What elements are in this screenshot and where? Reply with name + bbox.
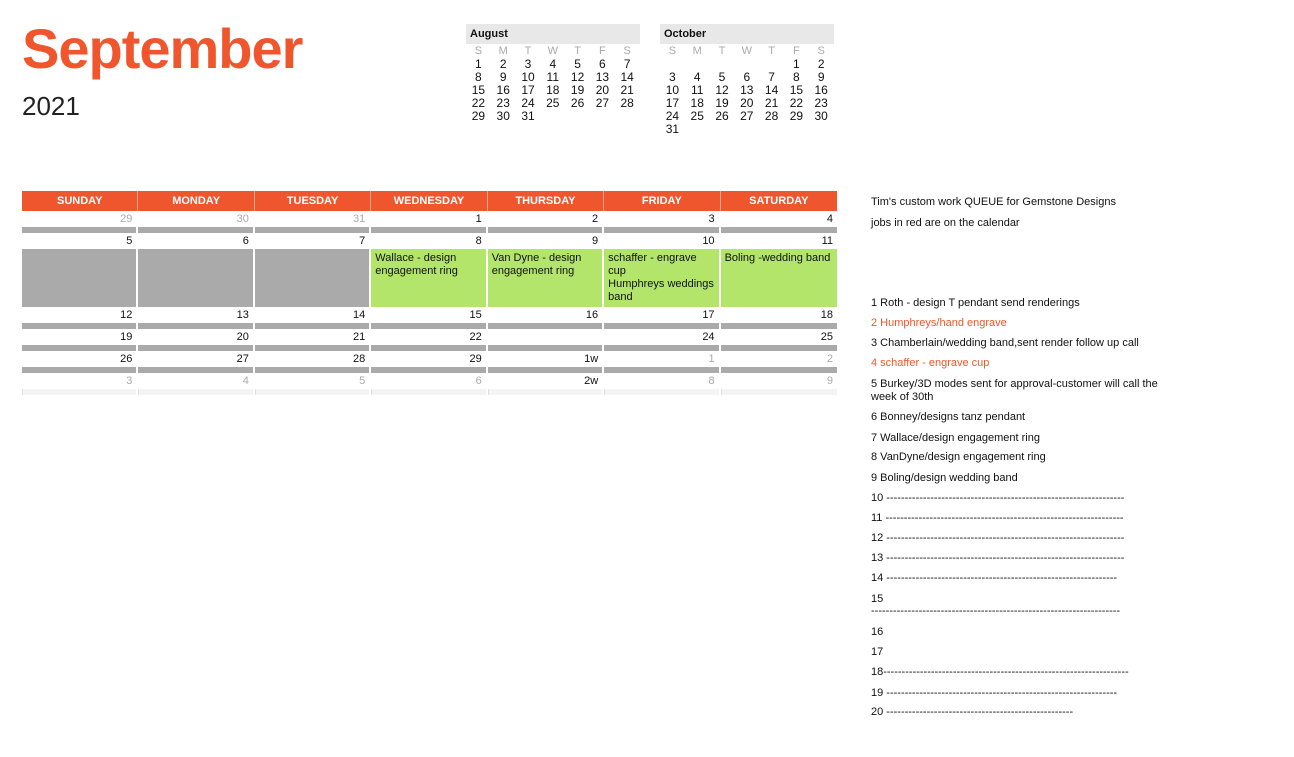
mini-calendar-day[interactable]: 23 [496,96,510,110]
calendar-day-cell[interactable] [22,233,138,307]
queue-item: 18------------------------------------------------------------------- [871,666,1129,678]
day-body[interactable] [255,249,369,307]
day-number: 4 [721,211,837,227]
mini-calendar-day[interactable]: 29 [471,109,486,123]
mini-calendar-day[interactable]: 7 [768,70,775,84]
queue-item: 19 --------------------------------------------------------------- [871,687,1118,699]
weekday-letter: T [718,45,726,57]
calendar-day-cell[interactable] [22,211,138,233]
day-body[interactable] [22,389,136,395]
mini-calendar-day[interactable]: 18 [546,83,560,97]
mini-calendar-day[interactable]: 4 [549,57,557,71]
weekday-label: WEDNESDAY [371,191,487,211]
mini-calendar-day[interactable] [710,123,735,136]
mini-calendar-week [660,123,834,136]
mini-calendar-day[interactable]: 6 [743,70,751,84]
calendar-grid [22,211,837,395]
queue-item: 2 Humphreys/hand engrave [871,317,1007,329]
calendar-day-cell[interactable] [488,307,604,329]
weekday-letter: T [768,45,775,57]
day-number: 16 [488,307,602,323]
mini-calendar-day[interactable]: 28 [620,96,634,110]
queue-item: week of 30th [871,391,934,403]
weekday-label: TUESDAY [255,191,371,211]
mini-calendar-day[interactable] [615,110,640,123]
calendar-day-cell[interactable] [255,351,371,373]
weekday-letter: W [547,45,558,57]
day-number: 3 [22,373,136,389]
calendar-day-cell[interactable] [22,307,138,329]
calendar-day-cell[interactable] [604,329,720,351]
day-number: 20 [138,329,252,345]
mini-calendar-day[interactable]: 9 [817,70,825,84]
day-number: 1w [488,351,602,367]
calendar-event[interactable]: Van Dyne - design engagement ring [491,252,582,277]
calendar-day-cell[interactable] [371,307,487,329]
mini-calendar-day[interactable]: 15 [471,83,486,97]
mini-calendar-weekdays [466,44,640,58]
mini-calendar-day[interactable] [565,110,590,123]
calendar-day-cell[interactable] [488,373,604,395]
calendar-day-cell[interactable] [255,329,371,351]
day-number: 6 [138,233,252,249]
calendar-day-cell[interactable] [721,233,837,307]
mini-calendar-day[interactable]: 16 [496,83,510,97]
day-body[interactable] [488,249,602,307]
mini-calendar-day[interactable] [685,123,710,136]
weekday-letter: T [524,45,532,57]
day-body[interactable] [22,249,136,307]
calendar-week-row [22,307,837,329]
mini-calendar-day[interactable]: 8 [793,70,800,84]
mini-calendar-day[interactable]: 4 [693,70,701,84]
mini-calendar-title: October [660,24,834,44]
mini-calendar-day[interactable]: 13 [740,83,754,97]
calendar-event[interactable]: Humphreys weddings band [608,278,714,303]
mini-calendar-day[interactable]: 7 [623,57,631,71]
day-number: 5 [255,373,369,389]
calendar-day-cell[interactable] [604,373,720,395]
day-number: 2 [488,211,602,227]
calendar-day-cell[interactable] [604,211,720,233]
day-number: 18 [721,307,837,323]
day-number: 7 [255,233,369,249]
queue-item: 8 VanDyne/design engagement ring [871,451,1046,463]
queue-item: 11 ----------------------------------------------------------------- [871,512,1124,524]
day-number: 2w [488,373,602,389]
mini-calendar-day[interactable] [734,123,759,136]
day-number: 17 [604,307,718,323]
mini-calendar-day[interactable]: 27 [740,109,754,123]
mini-calendar-august [466,24,640,123]
mini-calendar-day[interactable]: 8 [475,70,482,84]
weekday-letter: S [817,45,825,57]
calendar-day-cell[interactable] [721,351,837,373]
weekday-letter: M [692,45,702,57]
mini-calendar-day[interactable]: 23 [814,96,828,110]
month-title: September [22,17,303,80]
calendar-day-cell[interactable] [371,329,487,351]
queue-title: Tim's custom work QUEUE for Gemstone Designs [871,196,1116,208]
day-body[interactable] [371,249,485,307]
calendar-day-cell[interactable] [138,233,254,307]
mini-calendar-week [660,110,834,123]
mini-calendar-day[interactable]: 5 [718,70,726,84]
weekday-label: MONDAY [138,191,254,211]
weekday-letter: M [498,45,508,57]
calendar-day-cell[interactable] [371,373,487,395]
day-number: 11 [721,233,837,249]
calendar-day-cell[interactable] [721,211,837,233]
day-number: 19 [22,329,136,345]
day-body[interactable] [488,389,602,395]
day-number: 22 [371,329,485,345]
mini-calendar-day[interactable]: 19 [715,96,729,110]
day-number: 14 [255,307,369,323]
day-body[interactable] [371,389,485,395]
mini-calendar-day[interactable]: 22 [471,96,486,110]
mini-calendar-day[interactable]: 14 [620,70,634,84]
day-number: 24 [604,329,718,345]
mini-calendar-day[interactable]: 6 [599,57,606,71]
calendar-day-cell[interactable] [604,307,720,329]
calendar-day-cell[interactable] [721,329,837,351]
mini-calendar-day[interactable]: 12 [570,70,585,84]
mini-calendar-day[interactable]: 9 [499,70,507,84]
mini-calendar-day[interactable]: 15 [789,83,804,97]
day-number: 3 [604,211,718,227]
mini-calendar-day[interactable]: 26 [570,96,585,110]
calendar-day-cell[interactable] [255,211,371,233]
day-number: 30 [138,211,252,227]
year-label: 2021 [22,91,80,121]
calendar-day-cell[interactable] [488,211,604,233]
day-number: 21 [255,329,369,345]
calendar-day-cell[interactable] [255,233,371,307]
calendar-day-cell[interactable] [138,373,254,395]
calendar-week-row [22,373,837,395]
queue-item: 14 --------------------------------------------------------------- [871,572,1118,584]
calendar-day-cell[interactable] [138,307,254,329]
mini-calendar-day[interactable]: 20 [740,96,754,110]
calendar-day-cell[interactable] [488,233,604,307]
queue-item: 7 Wallace/design engagement ring [871,432,1040,444]
weekday-label: FRIDAY [604,191,720,211]
month-calendar [22,191,837,395]
queue-item: 3 Chamberlain/wedding band,sent render follow up call [871,337,1139,349]
day-number: 25 [721,329,837,345]
day-number: 4 [138,373,252,389]
calendar-event[interactable]: Wallace - design engagement ring [375,252,458,277]
day-number: 27 [138,351,252,367]
queue-item: -------------------------------------------------------------------- [871,605,1121,617]
calendar-day-cell[interactable] [255,373,371,395]
mini-calendar-day[interactable]: 28 [764,109,779,123]
calendar-day-cell[interactable] [22,329,138,351]
calendar-day-cell[interactable] [22,373,138,395]
calendar-week-row [22,211,837,233]
mini-calendar-day[interactable]: 18 [690,96,704,110]
day-number: 29 [22,211,136,227]
day-number: 2 [721,351,837,367]
weekday-letter: F [793,45,800,57]
mini-calendar-day[interactable]: 13 [595,70,610,84]
queue-item: 6 Bonney/designs tanz pendant [871,411,1026,423]
mini-calendar-day[interactable]: 20 [595,83,610,97]
mini-calendar-day[interactable] [809,123,834,136]
calendar-day-cell[interactable] [604,233,720,307]
calendar-event[interactable]: schaffer - engrave cup [608,252,697,277]
day-number [488,329,602,345]
day-body[interactable] [138,249,252,307]
queue-item: 12 ----------------------------------------------------------------- [871,532,1125,544]
mini-calendar-day[interactable]: 14 [764,83,779,97]
day-body[interactable] [138,389,252,395]
weekday-letter: S [623,45,631,57]
mini-calendar-october [660,24,834,136]
mini-calendar-day[interactable]: 11 [546,70,560,84]
weekday-letter: W [741,45,752,57]
calendar-day-cell[interactable] [721,307,837,329]
mini-calendar-day[interactable]: 1 [475,57,482,71]
mini-calendar-title: August [466,24,640,44]
queue-item: 5 Burkey/3D modes sent for approval-customer will call the [871,378,1158,390]
mini-calendar-day[interactable]: 11 [690,83,704,97]
mini-calendar-weekdays [660,44,834,58]
calendar-day-cell[interactable] [488,351,604,373]
day-body[interactable] [604,249,718,307]
mini-calendar-day[interactable]: 17 [665,96,680,110]
day-number: 29 [371,351,485,367]
mini-calendar-day[interactable]: 31 [521,109,535,123]
weekday-letter: T [574,45,581,57]
day-number: 6 [371,373,485,389]
mini-calendar-day[interactable]: 16 [814,83,828,97]
mini-calendar-day[interactable]: 25 [690,109,704,123]
weekday-letter: S [668,45,677,57]
weekday-label: SATURDAY [749,195,809,207]
mini-calendar-day[interactable] [540,110,565,123]
mini-calendar-day[interactable]: 5 [574,57,581,71]
day-number: 28 [255,351,369,367]
mini-calendar-day[interactable]: 3 [669,70,676,84]
mini-calendar-day[interactable]: 17 [521,83,535,97]
mini-calendar-day[interactable]: 21 [620,83,634,97]
mini-calendar-day[interactable]: 24 [665,109,680,123]
mini-calendar-day[interactable]: 12 [715,83,729,97]
mini-calendar-day[interactable]: 10 [665,83,680,97]
calendar-event[interactable]: Boling -wedding band [724,252,831,264]
day-body[interactable] [255,389,369,395]
queue-item: 17 [871,646,884,658]
day-number: 1 [371,211,485,227]
day-number: 10 [604,233,718,249]
day-number: 12 [22,307,136,323]
mini-calendar-week [466,110,640,123]
weekday-label: THURSDAY [488,191,604,211]
day-number: 5 [22,233,136,249]
day-number: 1 [604,351,718,367]
mini-calendar-day[interactable]: 30 [496,109,510,123]
mini-calendar-day[interactable]: 30 [814,109,828,123]
queue-item: 20 --------------------------------------------------- [871,706,1074,718]
calendar-week-row [22,329,837,351]
calendar-week-row [22,233,837,307]
mini-calendar-day[interactable]: 2 [817,57,825,71]
mini-calendar-day[interactable]: 21 [764,96,779,110]
calendar-day-cell[interactable] [604,351,720,373]
day-number: 26 [22,351,136,367]
mini-calendar-day[interactable] [784,123,809,136]
day-number: 9 [721,373,837,389]
queue-item: 15 [871,593,884,605]
mini-calendar-day[interactable]: 2 [499,57,507,71]
queue-item: 9 Boling/design wedding band [871,472,1018,484]
queue-item: 16 [871,626,884,638]
calendar-week-row [22,351,837,373]
day-number: 9 [488,233,602,249]
calendar-day-cell[interactable] [371,211,487,233]
calendar-day-cell[interactable] [371,351,487,373]
day-body[interactable] [721,249,837,307]
calendar-day-cell[interactable] [371,233,487,307]
weekday-letter: F [599,45,606,57]
queue-item: 13 ----------------------------------------------------------------- [871,552,1125,564]
queue-item: 1 Roth - design T pendant send renderings [871,297,1080,309]
mini-calendar-day[interactable]: 29 [789,109,804,123]
mini-calendar-day[interactable]: 19 [570,83,585,97]
mini-calendar-day[interactable]: 24 [521,96,535,110]
calendar-day-cell[interactable] [138,329,254,351]
mini-calendar-day[interactable]: 26 [715,109,729,123]
day-number: 31 [255,211,369,227]
weekday-letter: S [474,45,483,57]
queue-item: 4 schaffer - engrave cup [871,357,990,369]
mini-calendar-day[interactable] [590,110,615,123]
mini-calendar-day[interactable]: 27 [595,96,610,110]
day-number: 8 [604,373,718,389]
mini-calendar-day[interactable] [759,123,784,136]
calendar-day-cell[interactable] [138,211,254,233]
calendar-day-cell[interactable] [255,307,371,329]
weekday-label: SUNDAY [22,191,138,211]
day-number: 8 [371,233,485,249]
day-number: 13 [138,307,252,323]
calendar-day-cell[interactable] [22,351,138,373]
calendar-day-cell[interactable] [138,351,254,373]
day-body[interactable] [604,389,718,395]
calendar-day-cell[interactable] [488,329,604,351]
mini-calendar-day[interactable]: 1 [793,57,800,71]
queue-subtitle: jobs in red are on the calendar [871,217,1020,229]
mini-calendar-day[interactable]: 3 [524,57,532,71]
day-number: 15 [371,307,485,323]
mini-calendar-week [466,97,640,110]
day-body[interactable] [721,389,837,395]
mini-calendar-day[interactable]: 25 [546,96,560,110]
weekday-header [22,191,837,211]
mini-calendar-day[interactable]: 22 [789,96,804,110]
queue-item: 10 ----------------------------------------------------------------- [871,492,1125,504]
calendar-day-cell[interactable] [721,373,837,395]
mini-calendar-day[interactable]: 10 [521,70,535,84]
mini-calendar-day[interactable]: 31 [665,122,680,136]
